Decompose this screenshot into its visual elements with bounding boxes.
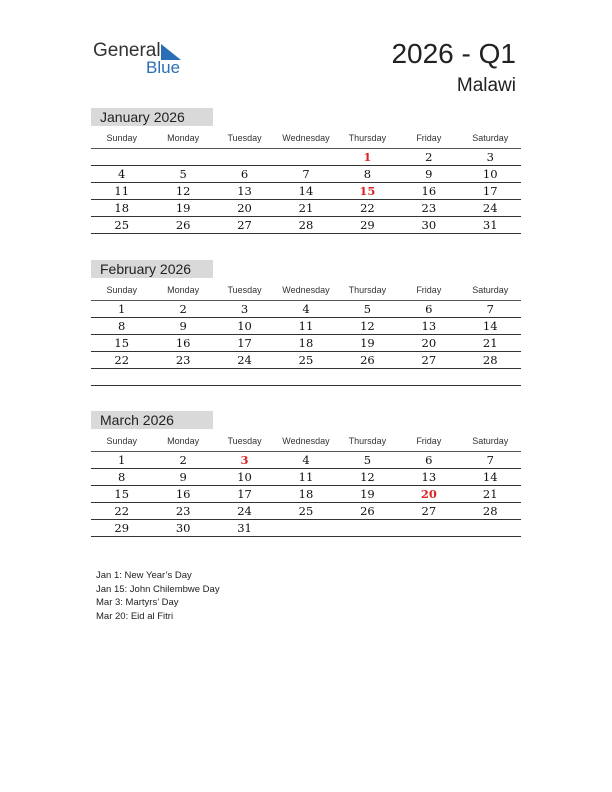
day-cell: 18 xyxy=(298,487,314,501)
day-cell: 29 xyxy=(360,218,375,232)
day-cell: 29 xyxy=(114,521,130,535)
day-cell xyxy=(214,149,275,165)
day-cell: 6 xyxy=(240,167,249,181)
day-cell: 27 xyxy=(237,218,252,232)
day-cell: 4 xyxy=(302,453,310,467)
day-cell xyxy=(398,520,459,536)
holiday-note: Mar 3: Martyrs’ Day xyxy=(96,597,179,608)
week-row xyxy=(91,520,521,537)
day-cell: 18 xyxy=(114,201,130,215)
day-cell: 19 xyxy=(360,336,375,350)
month-name: February 2026 xyxy=(91,260,213,278)
week-row xyxy=(91,503,521,520)
weekday-label: Thursday xyxy=(348,285,387,295)
day-cell: 9 xyxy=(179,470,187,484)
weekday-label: Saturday xyxy=(472,436,509,446)
week-row xyxy=(91,301,521,318)
day-cell: 14 xyxy=(482,470,498,484)
weekday-label: Wednesday xyxy=(282,436,330,446)
day-cell: 1 xyxy=(118,302,126,316)
day-cell: 3 xyxy=(240,302,249,316)
day-cell: 27 xyxy=(421,353,437,367)
weekday-label: Saturday xyxy=(472,285,509,295)
day-cell: 22 xyxy=(114,504,130,518)
country-name: Malawi xyxy=(456,75,516,96)
day-cell: 15 xyxy=(359,184,376,198)
day-cell: 25 xyxy=(298,504,314,518)
month-name: January 2026 xyxy=(91,108,213,126)
day-cell: 7 xyxy=(486,453,494,467)
day-cell: 1 xyxy=(363,150,372,164)
week-row xyxy=(91,149,521,166)
day-cell: 21 xyxy=(482,336,498,350)
week-row xyxy=(91,200,521,217)
day-cell xyxy=(91,149,152,165)
month-february xyxy=(91,260,521,386)
day-cell: 27 xyxy=(421,504,437,518)
day-cell: 9 xyxy=(425,167,433,181)
week-row xyxy=(91,318,521,335)
day-cell: 13 xyxy=(237,184,252,198)
day-cell: 14 xyxy=(482,319,498,333)
logo-general-text: General xyxy=(93,40,161,61)
day-cell: 5 xyxy=(363,453,372,467)
month-january xyxy=(91,108,521,234)
day-cell xyxy=(337,520,398,536)
weekday-label: Friday xyxy=(416,285,442,295)
weekday-label: Tuesday xyxy=(227,436,262,446)
day-cell: 24 xyxy=(237,353,252,367)
logo xyxy=(93,40,193,80)
day-cell: 30 xyxy=(421,218,437,232)
logo-blue-text: Blue xyxy=(146,58,181,77)
day-cell: 3 xyxy=(486,150,494,164)
day-cell: 7 xyxy=(302,167,310,181)
weekday-header xyxy=(91,130,521,149)
weekday-label: Friday xyxy=(416,133,442,143)
day-cell: 15 xyxy=(114,336,130,350)
day-cell: 31 xyxy=(237,521,252,535)
day-cell xyxy=(337,369,398,385)
day-cell xyxy=(398,369,459,385)
month-name: March 2026 xyxy=(91,411,213,429)
week-row xyxy=(91,369,521,386)
week-row xyxy=(91,452,521,469)
day-cell: 4 xyxy=(118,167,126,181)
day-cell: 7 xyxy=(486,302,494,316)
day-cell: 10 xyxy=(237,319,252,333)
day-cell: 17 xyxy=(237,487,252,501)
day-cell: 8 xyxy=(363,167,372,181)
day-cell: 13 xyxy=(421,319,437,333)
day-cell: 11 xyxy=(298,319,314,333)
day-cell: 21 xyxy=(482,487,498,501)
day-cell: 17 xyxy=(482,184,498,198)
day-cell: 16 xyxy=(421,184,437,198)
day-cell xyxy=(460,520,521,536)
day-cell: 20 xyxy=(237,201,252,215)
day-cell: 30 xyxy=(175,521,191,535)
weekday-label: Tuesday xyxy=(227,285,262,295)
day-cell: 21 xyxy=(298,201,314,215)
holiday-note: Jan 1: New Year’s Day xyxy=(96,570,192,581)
day-cell: 9 xyxy=(179,319,187,333)
day-cell: 22 xyxy=(114,353,130,367)
day-cell: 16 xyxy=(175,487,191,501)
day-cell: 24 xyxy=(237,504,252,518)
weekday-label: Tuesday xyxy=(227,133,262,143)
day-cell: 26 xyxy=(360,353,375,367)
week-row xyxy=(91,335,521,352)
day-cell: 23 xyxy=(175,353,191,367)
day-cell: 11 xyxy=(298,470,314,484)
weekday-label: Friday xyxy=(416,436,442,446)
day-cell: 20 xyxy=(421,336,437,350)
day-cell: 5 xyxy=(363,302,372,316)
week-row xyxy=(91,183,521,200)
day-cell: 12 xyxy=(360,319,375,333)
day-cell xyxy=(91,369,152,385)
day-cell: 31 xyxy=(482,218,498,232)
weekday-label: Thursday xyxy=(348,133,387,143)
day-cell: 8 xyxy=(118,470,126,484)
holiday-note: Jan 15: John Chilembwe Day xyxy=(96,583,220,595)
day-cell: 2 xyxy=(425,150,433,164)
day-cell: 2 xyxy=(179,453,187,467)
week-row xyxy=(91,166,521,183)
day-cell: 28 xyxy=(482,353,498,367)
day-cell: 16 xyxy=(175,336,191,350)
day-cell: 25 xyxy=(298,353,314,367)
day-cell: 23 xyxy=(421,201,437,215)
day-cell xyxy=(152,149,213,165)
day-cell: 19 xyxy=(175,201,191,215)
weekday-label: Saturday xyxy=(472,133,509,143)
day-cell: 1 xyxy=(118,453,126,467)
weekday-label: Sunday xyxy=(106,133,137,143)
day-cell: 18 xyxy=(298,336,314,350)
day-cell: 2 xyxy=(179,302,187,316)
day-cell: 17 xyxy=(237,336,252,350)
week-row xyxy=(91,486,521,503)
day-cell: 3 xyxy=(240,453,249,467)
weekday-label: Monday xyxy=(167,285,200,295)
day-cell: 6 xyxy=(425,302,433,316)
day-cell: 28 xyxy=(482,504,498,518)
weekday-label: Monday xyxy=(167,133,200,143)
day-cell xyxy=(275,520,336,536)
holiday-notes xyxy=(96,569,220,623)
month-march xyxy=(91,411,521,537)
day-cell: 24 xyxy=(482,201,498,215)
weekday-label: Wednesday xyxy=(282,133,330,143)
week-row xyxy=(91,352,521,369)
week-row xyxy=(91,217,521,234)
day-cell: 20 xyxy=(420,487,437,501)
day-cell: 6 xyxy=(425,453,433,467)
day-cell xyxy=(152,369,213,385)
day-cell: 13 xyxy=(421,470,437,484)
day-cell: 25 xyxy=(114,218,130,232)
day-cell: 10 xyxy=(237,470,252,484)
day-cell: 15 xyxy=(114,487,130,501)
day-cell: 12 xyxy=(175,184,191,198)
weekday-label: Thursday xyxy=(348,436,387,446)
day-cell: 22 xyxy=(360,201,375,215)
weekday-label: Sunday xyxy=(106,285,137,295)
weekday-header xyxy=(91,433,521,452)
day-cell: 12 xyxy=(360,470,375,484)
day-cell xyxy=(214,369,275,385)
weekday-label: Sunday xyxy=(106,436,137,446)
weekday-label: Wednesday xyxy=(282,285,330,295)
weekday-header xyxy=(91,282,521,301)
day-cell xyxy=(275,369,336,385)
week-row xyxy=(91,469,521,486)
day-cell: 28 xyxy=(298,218,314,232)
day-cell: 4 xyxy=(302,302,310,316)
page-title: 2026 - Q1 xyxy=(391,38,516,69)
day-cell: 5 xyxy=(179,167,187,181)
day-cell: 19 xyxy=(360,487,375,501)
holiday-note: Mar 20: Eid al Fitri xyxy=(96,610,174,622)
weekday-label: Monday xyxy=(167,436,200,446)
day-cell: 8 xyxy=(118,319,126,333)
day-cell xyxy=(460,369,521,385)
day-cell: 26 xyxy=(360,504,375,518)
day-cell: 23 xyxy=(175,504,191,518)
day-cell xyxy=(275,149,336,165)
day-cell: 10 xyxy=(482,167,498,181)
day-cell: 11 xyxy=(114,184,130,198)
day-cell: 14 xyxy=(298,184,314,198)
day-cell: 26 xyxy=(175,218,191,232)
